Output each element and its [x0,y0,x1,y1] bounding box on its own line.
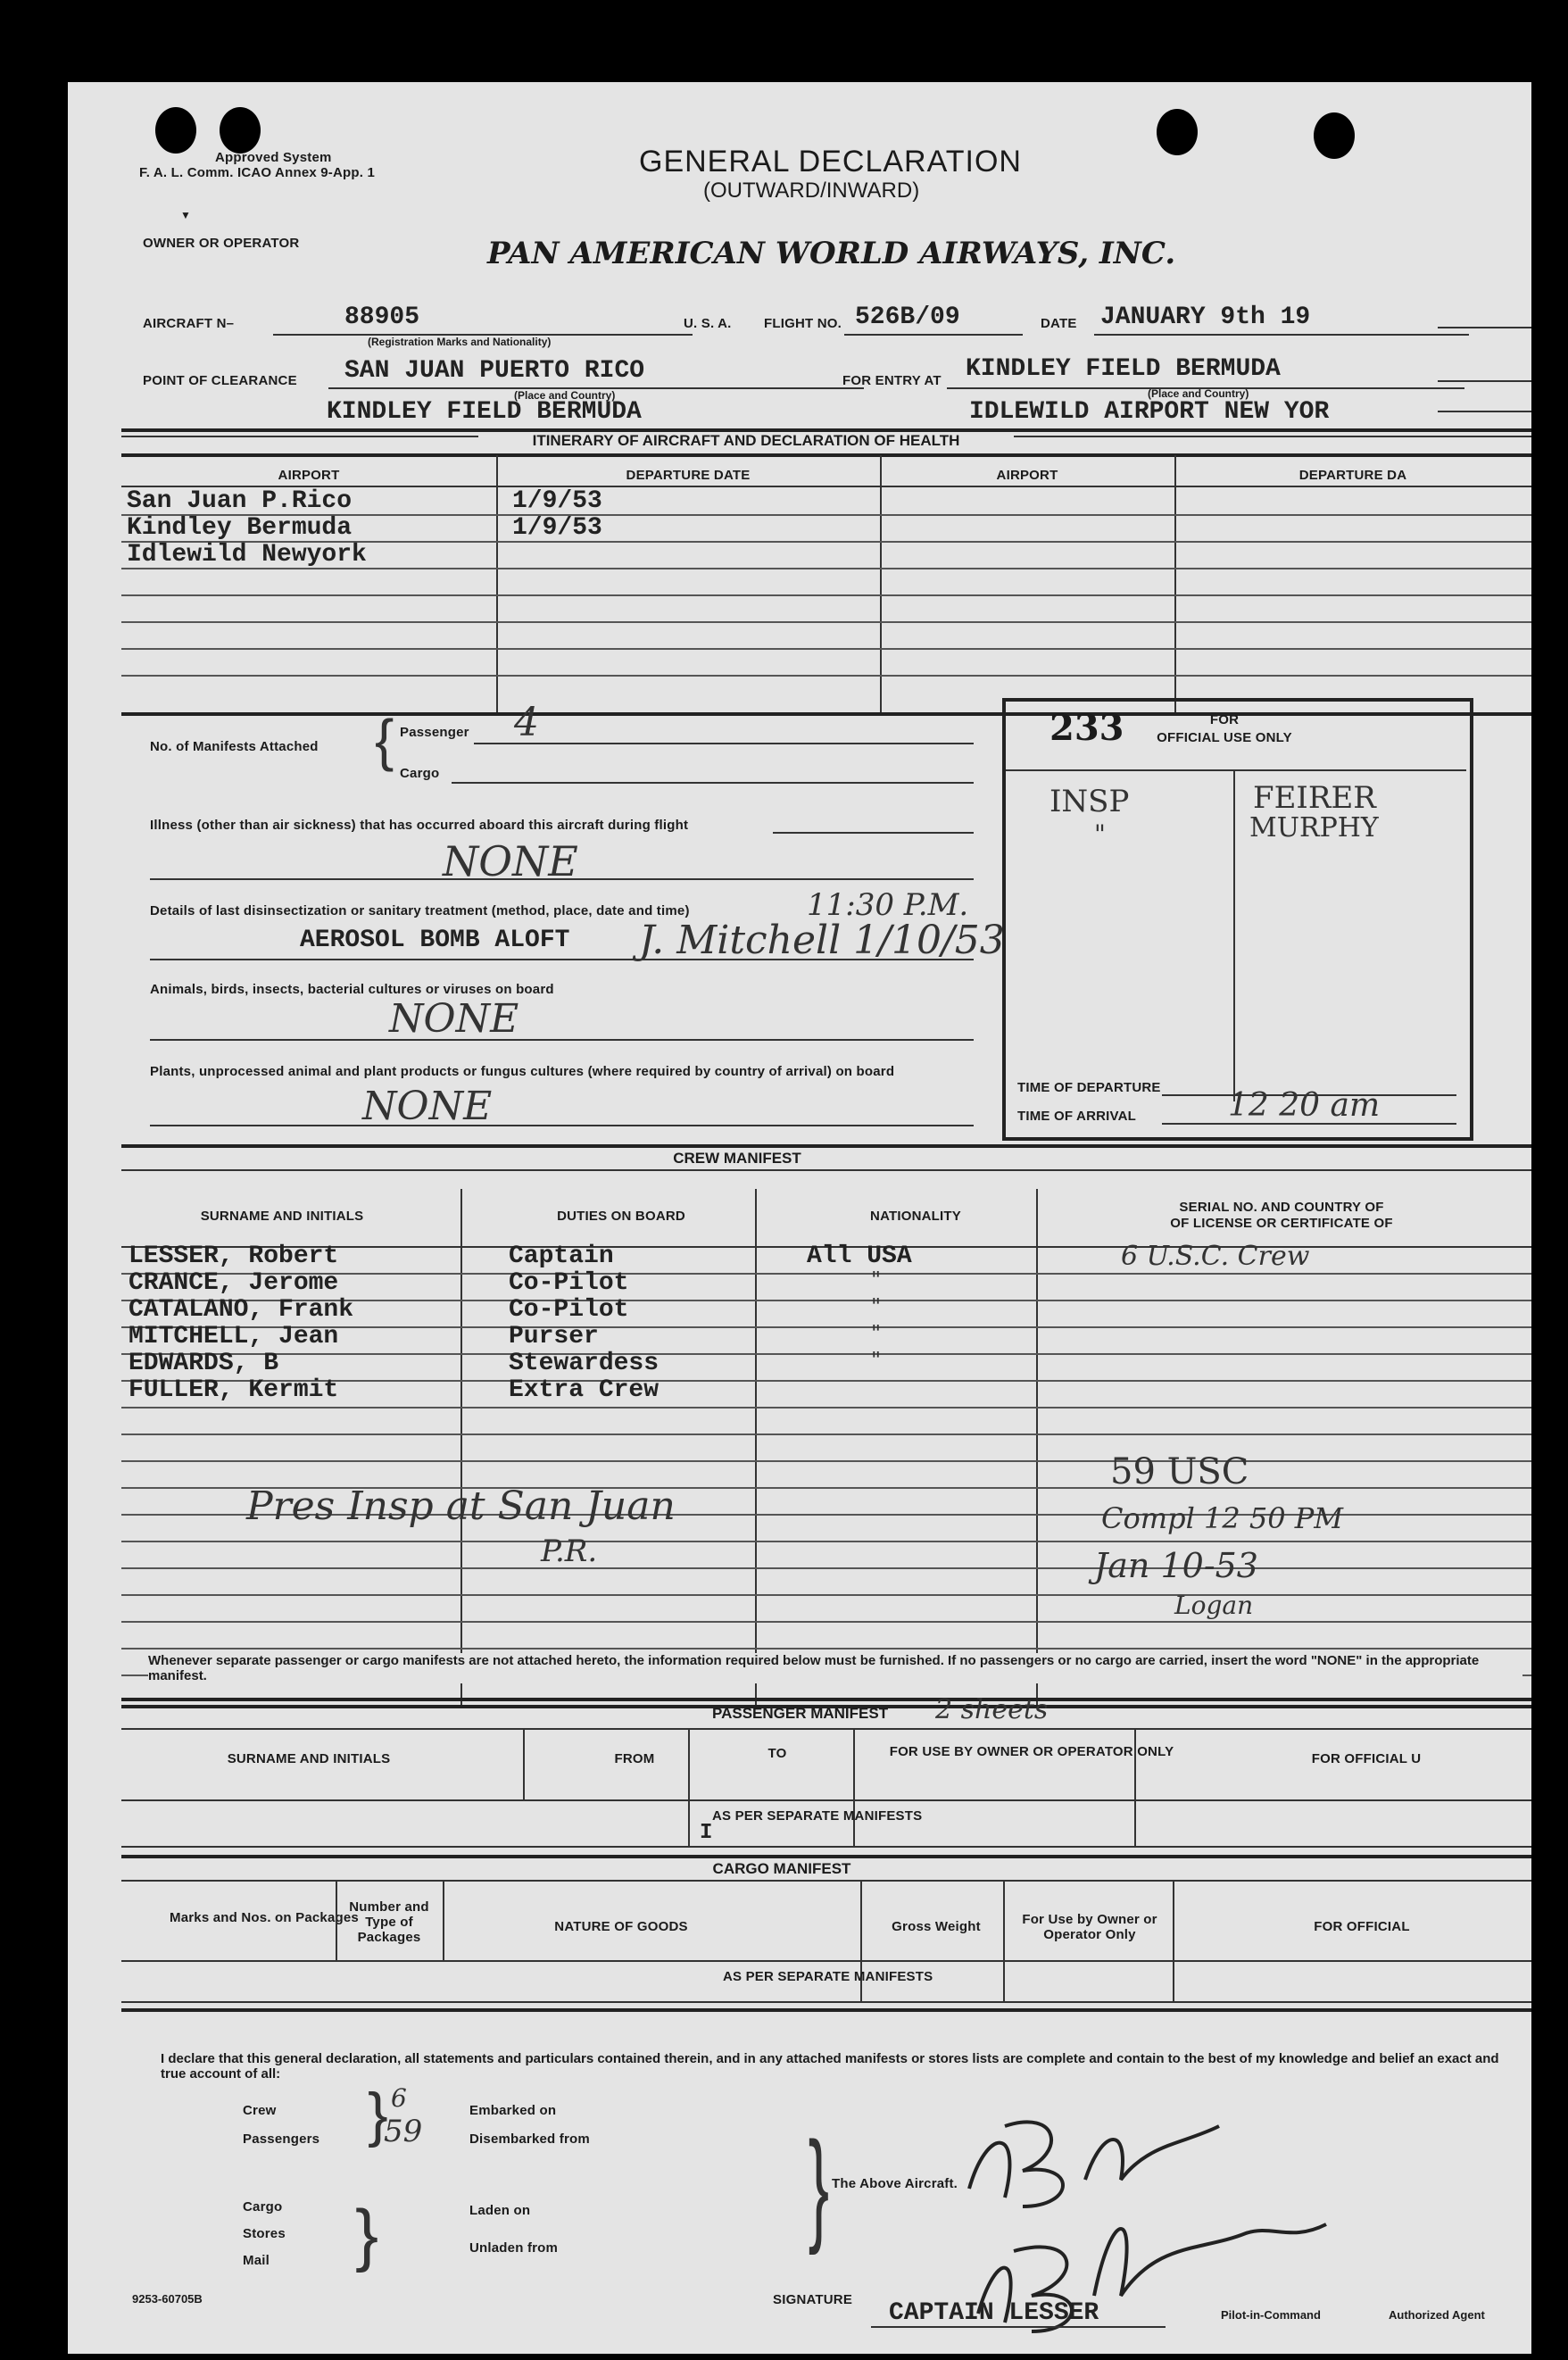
entry-place-note: (Place and Country) [1148,387,1249,400]
inspection-note: Pres Insp at San Juan [246,1483,676,1529]
registration-note: (Registration Marks and Nationality) [368,336,552,348]
animals-value: NONE [389,996,519,1042]
official-for-label: FOR [1209,712,1240,727]
passenger-label: Passenger [400,725,469,740]
plants-value: NONE [362,1084,493,1129]
itinerary-title: ITINERARY OF AIRCRAFT AND DECLARATION OF HEALTH [478,432,1014,450]
departure-time-label: TIME OF DEPARTURE [1017,1080,1161,1095]
itinerary-row: Kindley Bermuda [127,514,353,542]
disembarked-label: Disembarked from [469,2131,590,2147]
entry-label: FOR ENTRY AT [842,373,942,388]
cargo-decl-label: Cargo [243,2199,283,2215]
passenger-header-to: TO [767,1746,787,1761]
crew-duty: Stewardess [509,1350,660,1377]
cargo-count-label: Cargo [400,766,440,781]
crew-header-duty: DUTIES ON BOARD [557,1209,685,1224]
above-aircraft-label: The Above Aircraft. [832,2176,958,2191]
operator-name: PAN AMERICAN WORLD AIRWAYS, INC. [487,236,1176,271]
form-subtitle: (OUTWARD/INWARD) [703,179,920,203]
crew-name: CRANCE, Jerome [129,1269,339,1297]
signer-name: CAPTAIN LESSER [889,2299,1099,2327]
passenger-header-from: FROM [614,1751,655,1766]
disinsect-value: AEROSOL BOMB ALOFT [300,927,570,954]
clearance-note-3: Jan 10-53 [1094,1546,1258,1585]
cargo-title: CARGO MANIFEST [712,1860,851,1877]
declaration-text: I declare that this general declaration, all statements and particulars contained therein, and in any attached manifests or stores lists are complete and contain to the best of my knowledge and belief an exact and true account of all: [161,2051,1499,2082]
date-value: JANUARY 9th 19 [1100,303,1311,331]
approved-annex: F. A. L. Comm. ICAO Annex 9-App. 1 [139,165,376,180]
passenger-title-note: 2 sheets [935,1694,1049,1725]
brace: } [355,2195,379,2273]
cargo-header-official: FOR OFFICIAL [1314,1919,1410,1934]
itinerary-header-date-2: DEPARTURE DA [1298,468,1407,483]
crew-duty: Captain [509,1242,614,1270]
crew-header-serial: SERIAL NO. AND COUNTRY OF [1179,1200,1384,1215]
cargo-header-weight: Gross Weight [892,1919,981,1934]
crew-nationality: " [871,1294,882,1319]
crew-name: FULLER, Kermit [129,1376,339,1404]
crew-name: EDWARDS, B [129,1350,279,1377]
official-name-1: FEIRER [1253,780,1376,816]
passengers-count-value: 59 [384,2114,423,2149]
itinerary-row: Idlewild Newyork [127,541,367,569]
itinerary-row: San Juan P.Rico [127,487,353,515]
crew-name: CATALANO, Frank [129,1296,354,1324]
inspection-note-2: P.R. [541,1533,598,1569]
passenger-title: PASSENGER MANIFEST [712,1705,889,1722]
clearance-note-2: Compl 12 50 PM [1101,1501,1344,1535]
clearance-value-2: KINDLEY FIELD BERMUDA [327,398,642,426]
itinerary-header-date: DEPARTURE DATE [626,468,751,483]
crew-header-nationality: NATIONALITY [870,1209,961,1224]
pilot-label: Pilot-in-Command [1221,2308,1321,2322]
plants-label: Plants, unprocessed animal and plant products or fungus cultures (where required by country of arrival) on board [150,1064,895,1079]
clearance-note-1: 59 USC [1110,1451,1249,1492]
punch-hole [1314,112,1355,159]
arrival-time-label: TIME OF ARRIVAL [1017,1109,1136,1124]
disinsect-label: Details of last disinsectization or sanitary treatment (method, place, date and time) [150,903,690,918]
passenger-value: 4 [514,700,539,745]
declaration-form [68,82,1531,2354]
disinsect-signature: J. Mitchell 1/10/53 [639,918,1005,963]
arrival-time-value: 12 20 am [1228,1087,1381,1124]
official-number: 233 [1049,707,1124,749]
embarked-label: Embarked on [469,2103,557,2118]
laden-label: Laden on [469,2203,531,2218]
flight-label: FLIGHT NO. [764,316,842,331]
crew-name: MITCHELL, Jean [129,1323,339,1350]
disinsect-time: 11:30 P.M. [807,887,969,923]
passenger-header-official: FOR OFFICIAL U [1311,1751,1422,1766]
crew-nationality: " [871,1321,882,1346]
itinerary-header-airport: AIRPORT [278,468,340,483]
owner-label: OWNER OR OPERATOR [143,236,300,251]
clearance-place-note: (Place and Country) [514,389,616,402]
punch-hole [1157,109,1198,155]
illness-label: Illness (other than air sickness) that has occurred aboard this aircraft during flight [150,818,689,833]
passenger-header-owner: FOR USE BY OWNER OR OPERATOR ONLY [889,1744,1174,1759]
date-label: DATE [1041,316,1077,331]
clearance-value-1: SAN JUAN PUERTO RICO [344,357,645,385]
passenger-mark: I [700,1821,713,1845]
agent-label: Authorized Agent [1389,2308,1485,2322]
brace: { [375,708,394,772]
official-use-label: OFFICIAL USE ONLY [1157,730,1292,745]
official-name-2: MURPHY [1249,812,1379,843]
crew-title: CREW MANIFEST [673,1150,801,1167]
arrow-icon: ▼ [180,209,191,221]
entry-value-1: KINDLEY FIELD BERMUDA [966,355,1281,383]
animals-label: Animals, birds, insects, bacterial cultures or viruses on board [150,982,554,997]
cargo-header-packages: Number and Type of Packages [349,1899,429,1945]
cargo-header-marks: Marks and Nos. on Packages [170,1910,359,1925]
crew-nationality: " [871,1348,882,1373]
clearance-label: POINT OF CLEARANCE [143,373,297,388]
crew-duty: Co-Pilot [509,1296,629,1324]
illness-value: NONE [443,837,578,885]
itinerary-row: 1/9/53 [512,487,602,515]
entry-value-2: IDLEWILD AIRPORT NEW YOR [969,398,1330,426]
crew-nationality: " [871,1267,882,1292]
unladen-label: Unladen from [469,2240,559,2256]
form-number: 9253-60705B [132,2292,203,2306]
official-use-box [1002,698,1473,1141]
manifests-label: No. of Manifests Attached [150,739,319,754]
aircraft-label: AIRCRAFT N– [143,316,235,331]
insp-ditto: " [1094,819,1106,849]
crew-count-label: Crew [243,2103,277,2118]
usa-label: U. S. A. [684,316,732,331]
crew-header-license: OF LICENSE OR CERTIFICATE OF [1170,1216,1393,1231]
passenger-separate: AS PER SEPARATE MANIFESTS [712,1808,923,1824]
cargo-separate: AS PER SEPARATE MANIFESTS [723,1969,933,1984]
punch-hole [155,107,196,154]
aircraft-value: 88905 [344,303,420,331]
cargo-header-owner: For Use by Owner or Operator Only [1022,1912,1157,1942]
crew-name: LESSER, Robert [129,1242,339,1270]
approved-label: Approved System [215,150,332,165]
license-note: 6 U.S.C. Crew [1121,1241,1310,1272]
insp-label: INSP [1049,784,1130,819]
flight-value: 526B/09 [855,303,960,331]
crew-duty: Extra Crew [509,1376,660,1404]
punch-hole [220,107,261,154]
stores-label: Stores [243,2226,286,2241]
brace: } [808,2115,830,2256]
itinerary-header-airport-2: AIRPORT [996,468,1058,483]
crew-duty: Purser [509,1323,599,1350]
clearance-note-4: Logan [1174,1591,1254,1620]
passenger-header-name: SURNAME AND INITIALS [227,1751,391,1766]
mail-label: Mail [243,2253,270,2268]
crew-duty: Co-Pilot [509,1269,629,1297]
manifest-notice: Whenever separate passenger or cargo manifests are not attached hereto, the information required below must be furnished. If no passengers or no cargo are carried, insert the word "NONE" in the appropriate manifest. [148,1653,1522,1683]
crew-header-name: SURNAME AND INITIALS [200,1209,364,1224]
form-title: GENERAL DECLARATION [639,145,1022,179]
crew-nationality: All USA [807,1242,912,1270]
crew-count-value: 6 [391,2083,407,2113]
itinerary-row: 1/9/53 [512,514,602,542]
signature-label: SIGNATURE [773,2292,853,2307]
cargo-header-goods: NATURE OF GOODS [554,1919,688,1934]
passengers-count-label: Passengers [243,2131,320,2147]
brace: } [368,2081,388,2148]
